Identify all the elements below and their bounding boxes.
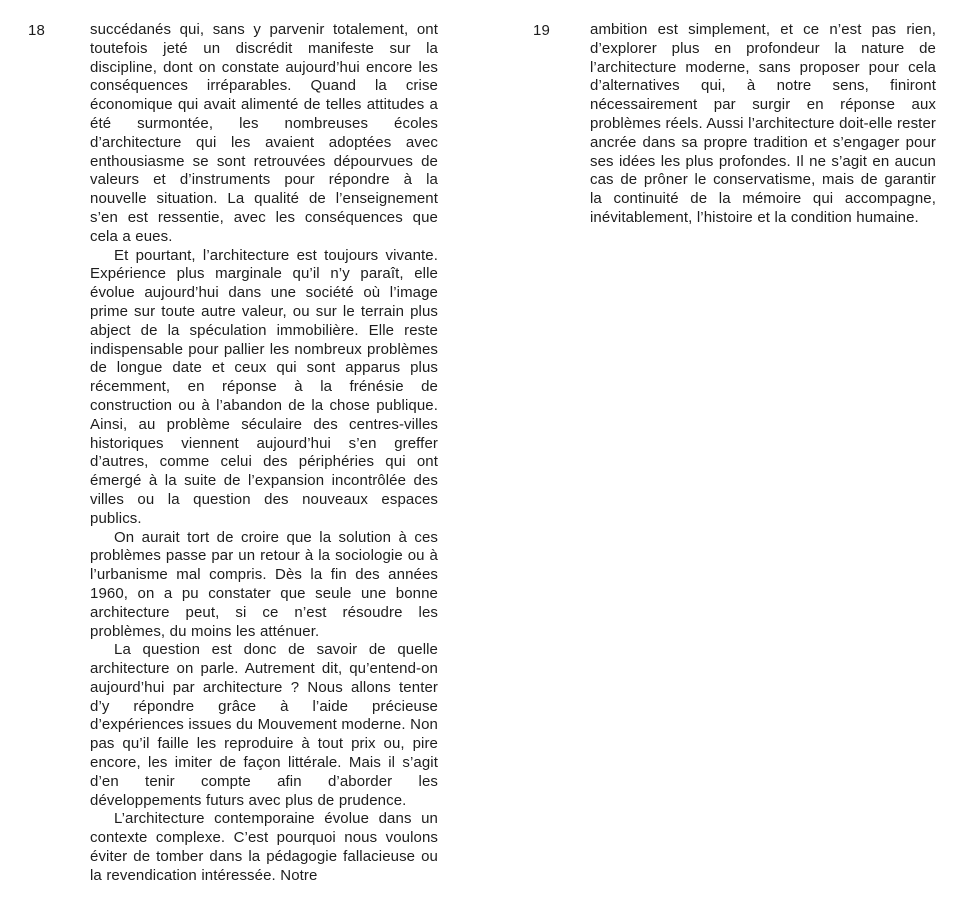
paragraph: succédanés qui, sans y parvenir totalement, ont toutefois jeté un discrédit manifeste sur la discipline, dont on constate aujourd’hui encore les conséquences irréparables. Quand la crise économique qui avait alimenté de telles attitudes a été surmontée, les nombreuses écoles d’architecture qui les avaient adoptées avec enthousiasme se sont retrouvées dépourvues de valeurs et d’instruments pour répondre à la nouvelle situation. La qualité de l’enseignement s’en est ressentie, avec les conséquences que cela a eues.	[90, 21, 438, 245]
paragraph: Et pourtant, l’architecture est toujours vivante. Expérience plus marginale qu’il n’y paraît, elle évolue aujourd’hui dans une société où l’image prime sur toute autre valeur, ou sur le terrain plus abject de la spéculation immobilière. Elle reste indispensable pour pallier les nombreux problèmes de longue date et ceux qui sont apparus plus récemment, en réponse à la frénésie de construction ou à l’abandon de la chose publique. Ainsi, au problème séculaire des centres-villes historiques viennent aujourd’hui s’en greffer d’autres, comme celui des périphéries qui ont émergé à la suite de l’expansion incontrôlée des villes ou la question des nouveaux espaces publics.	[90, 246, 438, 527]
paragraph: La question est donc de savoir de quelle architecture on parle. Autrement dit, qu’entend-on aujourd’hui par architecture ? Nous allons tenter d’y répondre grâce à l’aide précieuse d’expériences issues du Mouvement moderne. Non pas qu’il faille les reproduire à tout prix ou, pire encore, les imiter de façon littérale. Mais il s’agit d’en tenir compte afin d’aborder les développements futurs avec plus de prudence.	[90, 641, 438, 809]
page-number-left: 18	[28, 22, 46, 39]
paragraph: ambition est simplement, et ce n’est pas rien, d’explorer plus en profondeur la nature de l’architecture moderne, sans proposer pour cela d’alternatives qui, à notre sens, finiront nécessairement par surgir en réponse aux problèmes réels. Aussi l’architecture doit-elle rester ancrée dans sa propre tradition et s’engager pour ses idées les plus profondes. Il ne s’agit en aucun cas de prôner le conservatisme, mais de garantir la continuité de la mémoire qui accompagne, inévitablement, l’histoire et la condition humaine.	[590, 21, 936, 226]
paragraph: On aurait tort de croire que la solution à ces problèmes passe par un retour à la sociologie ou à l’urbanisme mal compris. Dès la fin des années 1960, on a pu constater que seule une bonne architecture peut, si ce n’est résoudre les problèmes, du moins les atténuer.	[90, 528, 438, 640]
text-column-left	[90, 21, 438, 886]
paragraph: L’architecture contemporaine évolue dans un contexte complexe. C’est pourquoi nous voulons éviter de tomber dans la pédagogie fallacieuse ou la revendication intéressée. Notre	[90, 810, 438, 884]
text-column-right	[590, 21, 936, 228]
page-number-right: 19	[533, 22, 551, 39]
